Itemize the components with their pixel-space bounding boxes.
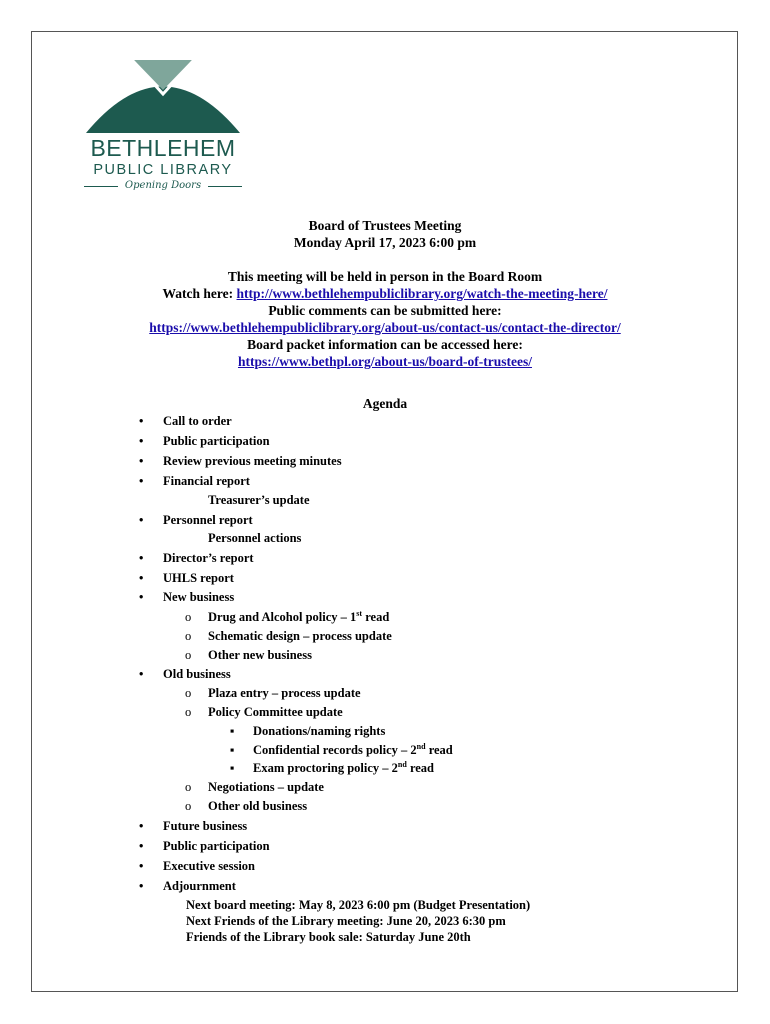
bullet-icon: • bbox=[139, 414, 144, 428]
circle-bullet-icon: o bbox=[185, 610, 192, 624]
circle-bullet-icon: o bbox=[185, 705, 192, 719]
library-logo bbox=[84, 58, 242, 191]
logo-name-line1: BETHLEHEM bbox=[90, 135, 236, 161]
packet-link[interactable]: https://www.bethpl.org/about-us/board-of-trustees/ bbox=[237, 354, 532, 369]
bullet-icon: • bbox=[139, 513, 144, 527]
logo-arch-icon bbox=[84, 58, 242, 136]
circle-bullet-icon: o bbox=[185, 686, 192, 700]
watch-link[interactable]: http://www.bethlehempubliclibrary.org/watch-the-meeting-here/ bbox=[236, 286, 608, 301]
agenda-title: Agenda bbox=[362, 396, 408, 411]
square-bullet-icon: ▪ bbox=[230, 761, 235, 775]
square-bullet-icon: ▪ bbox=[230, 724, 235, 738]
bullet-icon: • bbox=[139, 474, 144, 488]
circle-bullet-icon: o bbox=[185, 629, 192, 643]
circle-bullet-icon: o bbox=[185, 780, 192, 794]
watch-line bbox=[0, 285, 770, 302]
comments-label: Public comments can be submitted here: bbox=[268, 303, 502, 318]
logo-tagline: Opening Doors bbox=[124, 180, 202, 191]
bullet-icon: • bbox=[139, 571, 144, 585]
comments-link[interactable]: https://www.bethlehempubliclibrary.org/about-us/contact-us/contact-the-director/ bbox=[149, 320, 621, 335]
meeting-title: Board of Trustees Meeting bbox=[308, 218, 462, 233]
bullet-icon: • bbox=[139, 454, 144, 468]
circle-bullet-icon: o bbox=[185, 648, 192, 662]
bullet-icon: • bbox=[139, 859, 144, 873]
packet-label: Board packet information can be accessed here: bbox=[247, 337, 523, 352]
logo-name-line2: PUBLIC LIBRARY bbox=[93, 162, 233, 178]
meeting-date: Monday April 17, 2023 6:00 pm bbox=[293, 235, 477, 250]
bullet-icon: • bbox=[139, 667, 144, 681]
square-bullet-icon: ▪ bbox=[230, 743, 235, 757]
bullet-icon: • bbox=[139, 839, 144, 853]
logo-rule-right bbox=[208, 186, 242, 187]
in-person-note: This meeting will be held in person in the Board Room bbox=[227, 269, 543, 284]
bullet-icon: • bbox=[139, 590, 144, 604]
watch-label: Watch here: bbox=[162, 286, 237, 301]
circle-bullet-icon: o bbox=[185, 799, 192, 813]
bullet-icon: • bbox=[139, 551, 144, 565]
bullet-icon: • bbox=[139, 434, 144, 448]
meeting-header bbox=[0, 217, 770, 370]
bullet-icon: • bbox=[139, 879, 144, 893]
bullet-icon: • bbox=[139, 819, 144, 833]
